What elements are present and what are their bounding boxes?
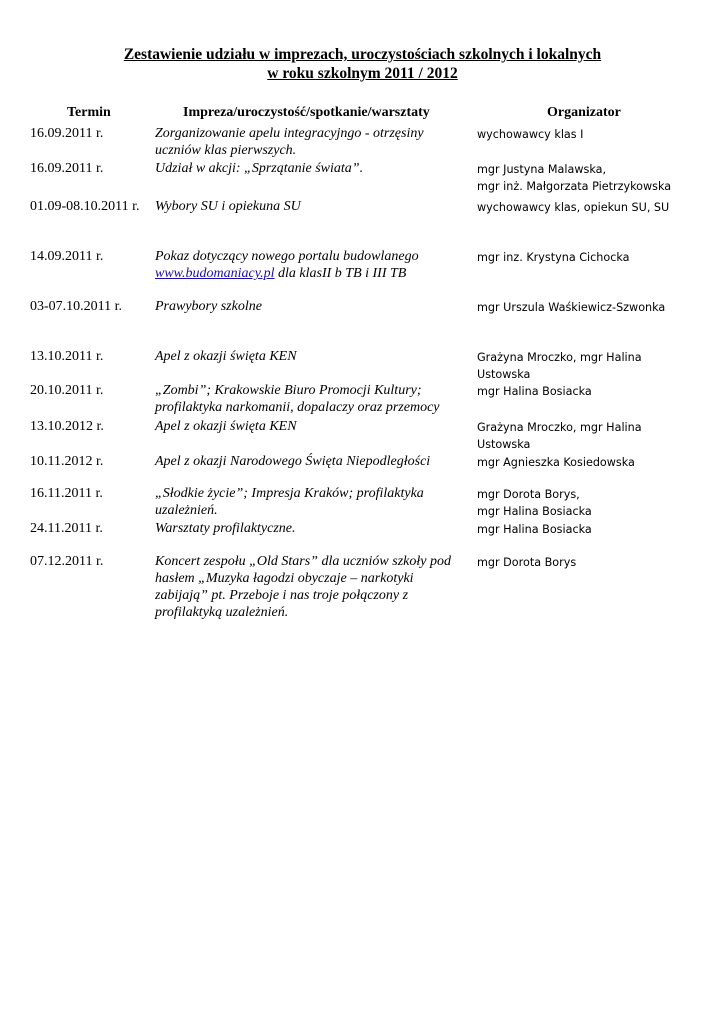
- event-description: [155, 125, 475, 159]
- event-organizer-line: mgr Urszula Waśkiewicz-Szwonka: [477, 301, 666, 314]
- event-description: [155, 382, 475, 416]
- event-description: [155, 198, 475, 215]
- event-description-line: „Słodkie życie”; Impresja Kraków; profilaktyka: [155, 486, 424, 501]
- event-date: 01.09-08.10.2011 r.: [30, 199, 140, 214]
- event-description-line: zabijają” pt. Przeboje i nas troje połączony z: [155, 588, 409, 603]
- event-description-line: uczniów klas pierwszych.: [155, 143, 297, 158]
- event-organizer-line: Ustowska: [477, 368, 531, 381]
- event-description-text: dla klasII b TB i III TB: [274, 266, 407, 281]
- event-description: [155, 418, 475, 435]
- event-description-line: uzależnień.: [155, 503, 218, 518]
- event-description-line: Apel z okazji święta KEN: [155, 419, 297, 434]
- event-date: 13.10.2011 r.: [30, 349, 104, 364]
- event-organizer: [477, 161, 671, 195]
- event-date: 14.09.2011 r.: [30, 249, 104, 264]
- event-description-line: profilaktyka narkomanii, dopalaczy oraz przemocy: [155, 400, 440, 415]
- event-organizer: [477, 199, 669, 216]
- event-description-line: Pokaz dotyczący nowego portalu budowlanego: [155, 249, 419, 264]
- event-description: [155, 298, 475, 315]
- event-description: [155, 348, 475, 365]
- event-organizer-line: mgr Dorota Borys,: [477, 488, 580, 501]
- event-description-line: Prawybory szkolne: [155, 299, 262, 314]
- event-date: 16.11.2011 r.: [30, 486, 103, 501]
- event-description-line: „Zombi”; Krakowskie Biuro Promocji Kultury;: [155, 383, 422, 398]
- event-organizer-line: mgr Dorota Borys: [477, 556, 577, 569]
- event-organizer-line: Grażyna Mroczko, mgr Halina: [477, 421, 642, 434]
- event-organizer: [477, 486, 592, 520]
- event-description-line: [155, 265, 475, 282]
- event-organizer: [477, 554, 576, 571]
- event-organizer: [477, 126, 583, 143]
- event-date: 20.10.2011 r.: [30, 383, 104, 398]
- event-date: 03-07.10.2011 r.: [30, 299, 123, 314]
- event-description-line: profilaktyką uzależnień.: [155, 605, 289, 620]
- event-organizer-line: mgr Agnieszka Kosiedowska: [477, 456, 635, 469]
- event-description-line: Warsztaty profilaktyczne.: [155, 521, 296, 536]
- event-date: 07.12.2011 r.: [30, 554, 104, 569]
- event-organizer-line: wychowawcy klas, opiekun SU, SU: [477, 201, 670, 214]
- event-description: [155, 485, 475, 519]
- event-date: 16.09.2011 r.: [30, 161, 104, 176]
- event-organizer: [477, 521, 592, 538]
- event-description: [155, 160, 475, 177]
- event-date: 24.11.2011 r.: [30, 521, 103, 536]
- event-date: 13.10.2012 r.: [30, 419, 104, 434]
- event-organizer-line: wychowawcy klas I: [477, 128, 584, 141]
- event-description-line: Koncert zespołu „Old Stars” dla uczniów szkoły pod: [155, 554, 451, 569]
- event-organizer-line: mgr inz. Krystyna Cichocka: [477, 251, 630, 264]
- document-title-line-1: Zestawienie udziału w imprezach, uroczystościach szkolnych i lokalnych: [123, 46, 602, 63]
- event-description-line: hasłem „Muzyka łagodzi obyczaje – narkotyki: [155, 571, 414, 586]
- event-description-line: Wybory SU i opiekuna SU: [155, 199, 301, 214]
- event-description: [155, 520, 475, 537]
- event-description-line: Zorganizowanie apelu integracyjngo - otrzęsiny: [155, 126, 424, 141]
- event-organizer-line: mgr inż. Małgorzata Pietrzykowska: [477, 180, 672, 193]
- document-title-line-2: w roku szkolnym 2011 / 2012: [267, 65, 458, 82]
- event-organizer-line: mgr Halina Bosiacka: [477, 523, 592, 536]
- event-description-line: Udział w akcji: „Sprzątanie świata”.: [155, 161, 364, 176]
- event-organizer: [477, 299, 665, 316]
- event-organizer-line: Ustowska: [477, 438, 531, 451]
- event-organizer-line: mgr Halina Bosiacka: [477, 385, 592, 398]
- event-organizer: [477, 349, 642, 383]
- event-organizer: [477, 419, 642, 453]
- event-organizer-line: mgr Halina Bosiacka: [477, 505, 592, 518]
- event-organizer: [477, 454, 635, 471]
- event-description-line: Apel z okazji Narodowego Święta Niepodległości: [155, 454, 431, 469]
- event-date: 10.11.2012 r.: [30, 454, 104, 469]
- event-description: [155, 453, 475, 470]
- column-header-termin: Termin: [67, 105, 111, 120]
- event-date: 16.09.2011 r.: [30, 126, 104, 141]
- event-organizer-line: mgr Justyna Malawska,: [477, 163, 607, 176]
- event-organizer: [477, 249, 630, 266]
- event-organizer: [477, 383, 592, 400]
- column-header-organizator: Organizator: [547, 105, 621, 120]
- event-organizer-line: Grażyna Mroczko, mgr Halina: [477, 351, 642, 364]
- event-website-link[interactable]: www.budomaniacy.pl: [155, 266, 275, 281]
- event-description: [155, 553, 475, 621]
- event-description: [155, 248, 475, 282]
- event-description-line: Apel z okazji święta KEN: [155, 349, 297, 364]
- column-header-impreza: Impreza/uroczystość/spotkanie/warsztaty: [183, 105, 430, 120]
